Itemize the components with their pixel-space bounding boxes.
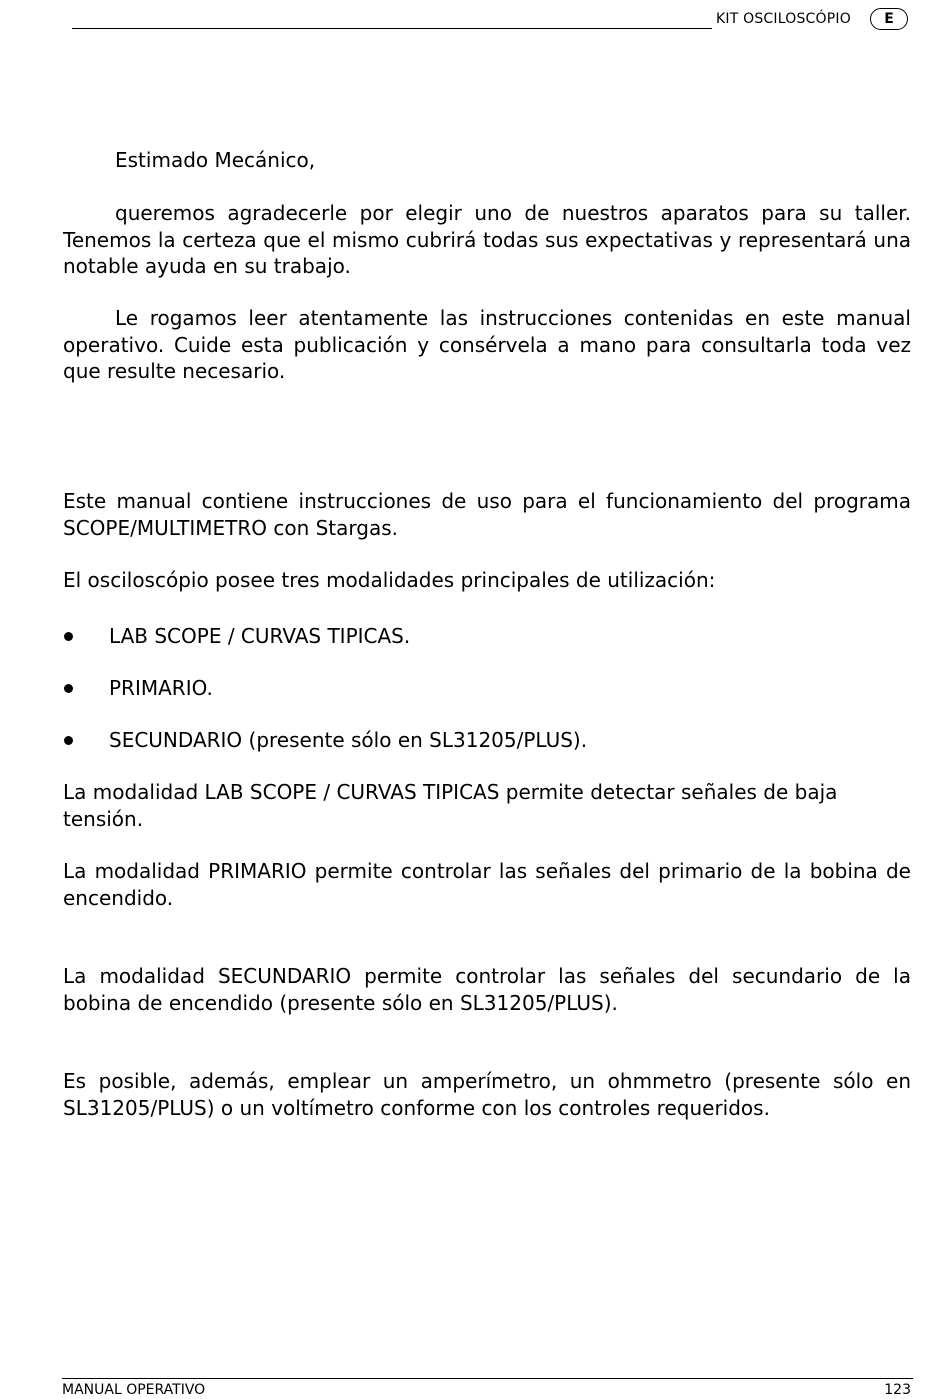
mode-description-lab-scope: La modalidad LAB SCOPE / CURVAS TIPICAS permite detectar señales de baja tensión. <box>63 780 838 831</box>
page-header <box>72 8 912 32</box>
letter-paragraph-thanks: queremos agradecerle por elegir uno de nuestros aparatos para su taller. Tenemos la certeza que el mismo cubrirá todas sus expectativas y representará una notable ayuda en su trabajo. <box>63 201 911 278</box>
letter-salutation <box>63 147 911 174</box>
modes-intro: El osciloscópio posee tres modalidades principales de utilización: <box>63 568 716 592</box>
closing-paragraph: Es posible, además, emplear un amperímetro, un ohmmetro (presente sólo en SL31205/PLUS) o un voltímetro conforme con los controles requeridos. <box>63 1069 911 1120</box>
list-item <box>63 675 911 701</box>
manual-intro: Este manual contiene instrucciones de uso para el funcionamiento del programa SCOPE/MULTIMETRO con Stargas. <box>63 489 911 540</box>
mode-label: LAB SCOPE / CURVAS TIPICAS. <box>109 624 411 648</box>
mode-description-primario: La modalidad PRIMARIO permite controlar las señales del primario de la bobina de encendido. <box>63 859 911 910</box>
header-title: KIT OSCILOSCÓPIO <box>716 11 851 27</box>
letter-paragraph-instructions: Le rogamos leer atentamente las instrucciones contenidas en este manual operativo. Cuide esta publicación y consérvela a mano para consultarla toda vez que resulte necesario. <box>63 306 911 383</box>
header-rule <box>72 28 712 29</box>
mode-description-secundario: La modalidad SECUNDARIO permite controlar las señales del secundario de la bobina de encendido (presente sólo en SL31205/PLUS). <box>63 964 911 1015</box>
mode-label: SECUNDARIO (presente sólo en SL31205/PLUS). <box>109 728 588 752</box>
list-item <box>63 623 911 649</box>
page-footer <box>62 1378 913 1399</box>
bullet-icon <box>64 684 73 693</box>
list-item <box>63 727 911 753</box>
bullet-icon <box>64 632 73 641</box>
bullet-icon <box>64 736 73 745</box>
mode-label: PRIMARIO. <box>109 676 213 700</box>
footer-manual-label: MANUAL OPERATIVO <box>62 1382 206 1398</box>
language-badge: E <box>870 8 908 30</box>
page-number: 123 <box>884 1382 911 1398</box>
salutation-text: Estimado Mecánico, <box>115 148 316 172</box>
